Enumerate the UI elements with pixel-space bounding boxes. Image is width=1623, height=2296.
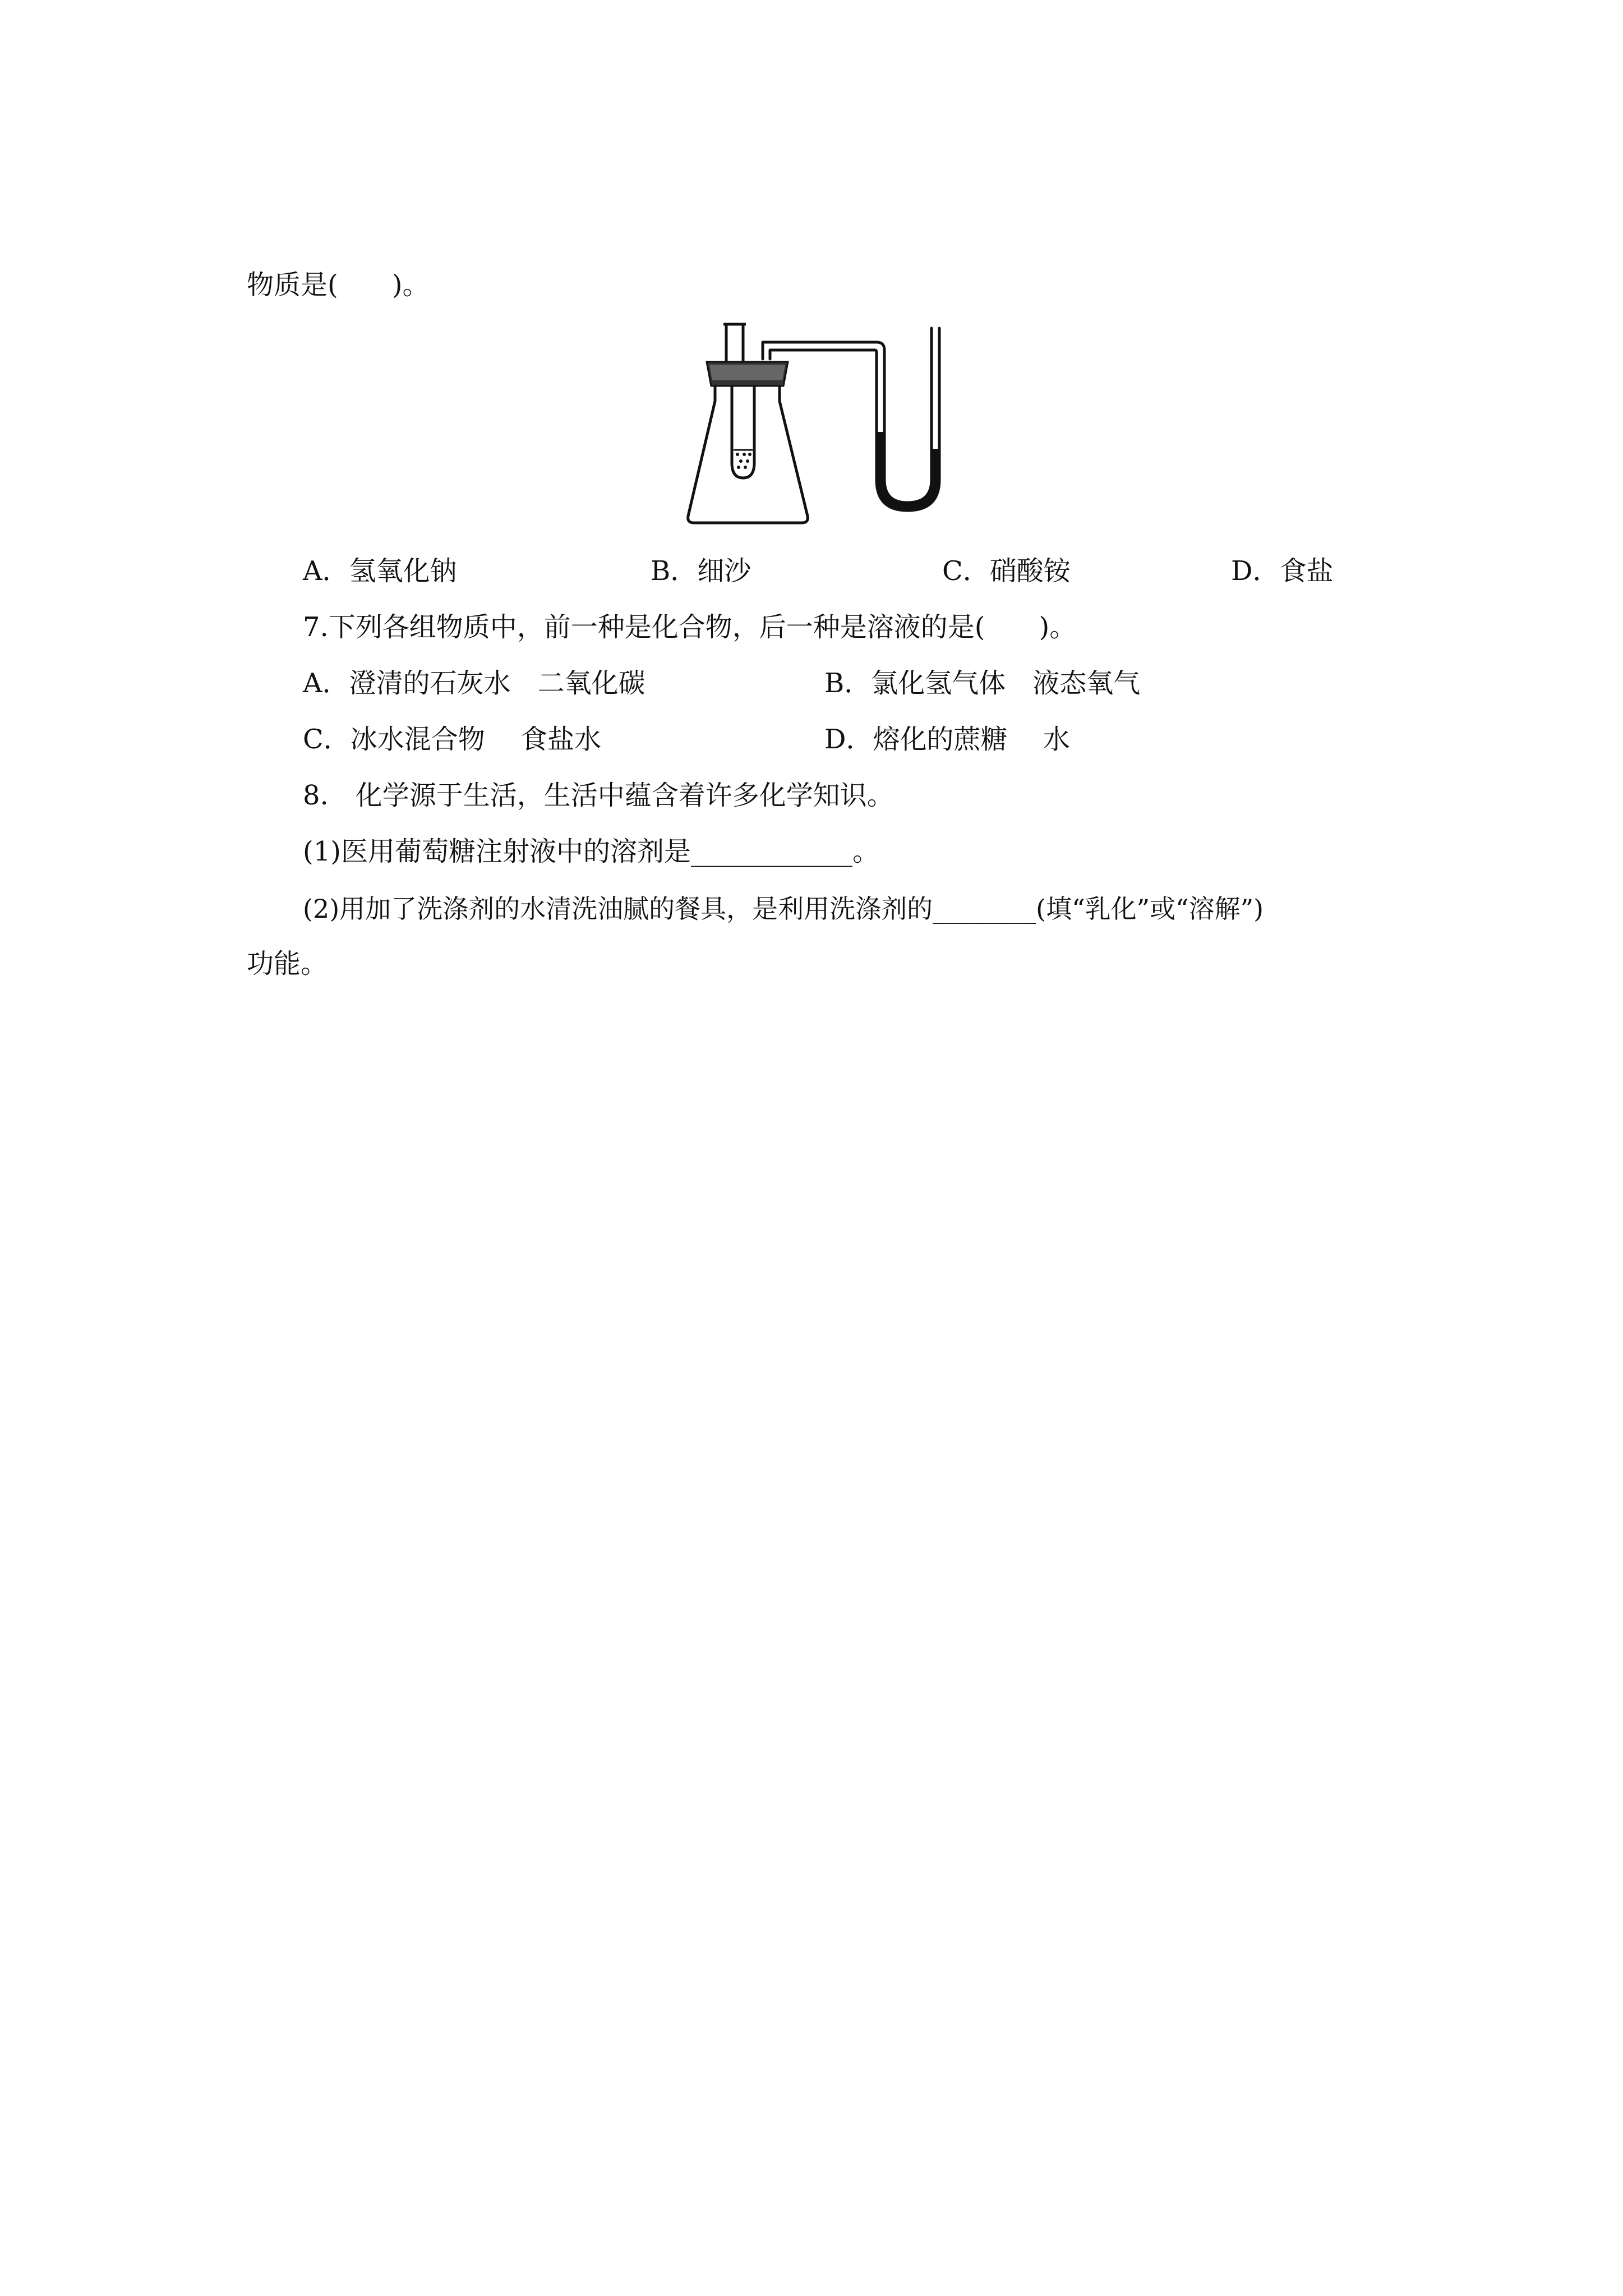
q6-option-c: C．硝酸铵 (942, 555, 1071, 587)
q8-part2-line2: 功能。 (247, 948, 328, 979)
q8-part1: (1)医用葡萄糖注射液中的溶剂是____________。 (303, 836, 879, 867)
q6-option-b: B．细沙 (651, 555, 751, 587)
q7-option-a: A．澄清的石灰水 二氧化碳 (303, 668, 645, 699)
u-tube-liquid (877, 432, 939, 510)
q6-option-d: D．食盐 (1231, 555, 1334, 587)
q6-stem-tail: 物质是( )。 (247, 269, 430, 301)
q7-option-c: C．冰水混合物 食盐水 (303, 724, 601, 755)
q8-stem: 8. 化学源于生活，生活中蕴含着许多化学知识。 (303, 780, 894, 811)
q7-option-d: D．熔化的蔗糖 水 (824, 724, 1070, 755)
q7-stem: 7.下列各组物质中，前一种是化合物，后一种是溶液的是( )。 (303, 611, 1077, 643)
q8-part2-line1: (2)用加了洗涤剂的水清洗油腻的餐具，是利用洗涤剂的________(填“乳化”或“溶解”) (303, 894, 1264, 924)
q7-option-b: B．氯化氢气体 液态氧气 (824, 668, 1141, 699)
q6-option-a: A．氢氧化钠 (303, 555, 457, 587)
apparatus-figure (676, 320, 973, 533)
flask-body (688, 381, 808, 523)
